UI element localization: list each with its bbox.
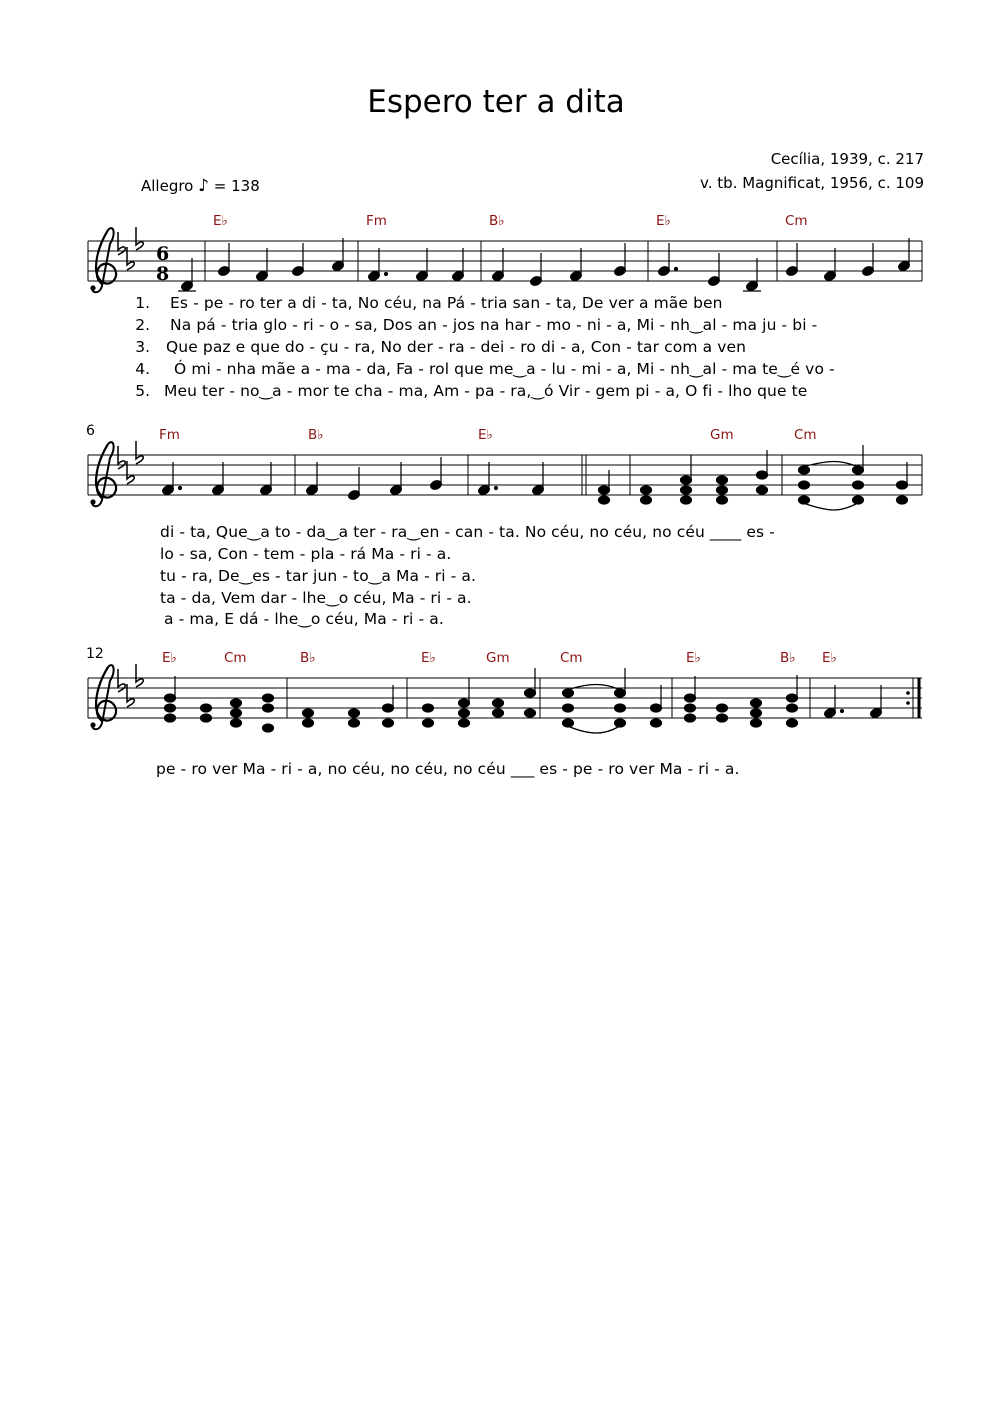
chord: Fm <box>159 427 180 443</box>
lyric-line: a - ma, E dá - lhe‿o céu, Ma - ri - a. <box>164 610 444 628</box>
chord: E♭ <box>822 650 837 666</box>
treble-clef-icon <box>90 665 116 729</box>
time-sig-num: 6 <box>156 243 170 265</box>
chord: E♭ <box>421 650 436 666</box>
measure-number: 6 <box>86 423 95 439</box>
verse-number: 3. <box>135 338 150 356</box>
eighth-note-icon: ♪ <box>198 176 210 196</box>
flat-icon <box>127 461 134 484</box>
treble-clef-icon <box>90 442 116 506</box>
chord: Cm <box>785 213 808 229</box>
flat-icon <box>136 227 143 250</box>
lyric-line: Que paz e que do - çu - ra, No der - ra - dei - ro di - a, Con - tar com a ven <box>166 338 747 356</box>
flat-icon <box>118 669 125 692</box>
chord: Gm <box>710 427 734 443</box>
chord: Gm <box>486 650 510 666</box>
staff-system-1 <box>88 227 922 292</box>
chord: B♭ <box>308 427 324 443</box>
chord: Cm <box>560 650 583 666</box>
source-line-2: v. tb. Magnificat, 1956, c. 109 <box>700 174 924 192</box>
lyric-line: tu - ra, De‿es - tar jun - to‿a Ma - ri - a. <box>160 567 477 585</box>
verse-number: 1. <box>135 294 150 312</box>
flat-icon <box>118 232 125 255</box>
notes-system-1 <box>178 238 911 292</box>
chord: B♭ <box>300 650 316 666</box>
flat-icon <box>127 247 134 270</box>
tempo-bpm: = 138 <box>213 177 260 195</box>
page-title: Espero ter a dita <box>367 84 625 120</box>
chord: E♭ <box>162 650 177 666</box>
chord: E♭ <box>686 650 701 666</box>
lyric-line: lo - sa, Con - tem - pla - rá Ma - ri - a. <box>160 545 452 563</box>
measure-number: 12 <box>86 646 104 662</box>
verse-number: 5. <box>135 382 150 400</box>
chord: E♭ <box>213 213 228 229</box>
staff-system-3 <box>88 664 922 733</box>
chord: Fm <box>366 213 387 229</box>
chord: E♭ <box>656 213 671 229</box>
flat-icon <box>136 441 143 464</box>
flat-icon <box>118 446 125 469</box>
chord: B♭ <box>489 213 505 229</box>
lyric-line: Ó mi - nha mãe a - ma - da, Fa - rol que me‿a - lu - mi - a, Mi - nh‿al - ma te‿é vo - <box>174 360 835 378</box>
lyric-line: pe - ro ver Ma - ri - a, no céu, no céu, no céu ___ es - pe - ro ver Ma - ri - a. <box>156 760 740 778</box>
flat-icon <box>127 684 134 707</box>
treble-clef-icon <box>90 228 116 292</box>
lyric-line: Meu ter - no‿a - mor te cha - ma, Am - pa - ra,‿ó Vir - gem pi - a, O fi - lho que te <box>164 382 808 400</box>
tempo-word: Allegro <box>141 177 194 195</box>
time-sig-den: 8 <box>156 263 170 285</box>
lyric-line: ta - da, Vem dar - lhe‿o céu, Ma - ri - a. <box>160 589 472 607</box>
chord: Cm <box>794 427 817 443</box>
source-line-1: Cecília, 1939, c. 217 <box>770 150 924 168</box>
lyric-line: Na pá - tria glo - ri - o - sa, Dos an - jos na har - mo - ni - a, Mi - nh‿al - ma ju - bi - <box>170 316 818 334</box>
chord: B♭ <box>780 650 796 666</box>
verse-number: 2. <box>135 316 150 334</box>
chord: Cm <box>224 650 247 666</box>
verse-number: 4. <box>135 360 150 378</box>
staff-system-2 <box>88 441 922 510</box>
chord: E♭ <box>478 427 493 443</box>
lyric-line: di - ta, Que‿a to - da‿a ter - ra‿en - can - ta. No céu, no céu, no céu ____ es - <box>160 523 775 541</box>
lyric-line: Es - pe - ro ter a di - ta, No céu, na Pá - tria san - ta, De ver a mãe ben <box>170 294 723 312</box>
flat-icon <box>136 664 143 687</box>
